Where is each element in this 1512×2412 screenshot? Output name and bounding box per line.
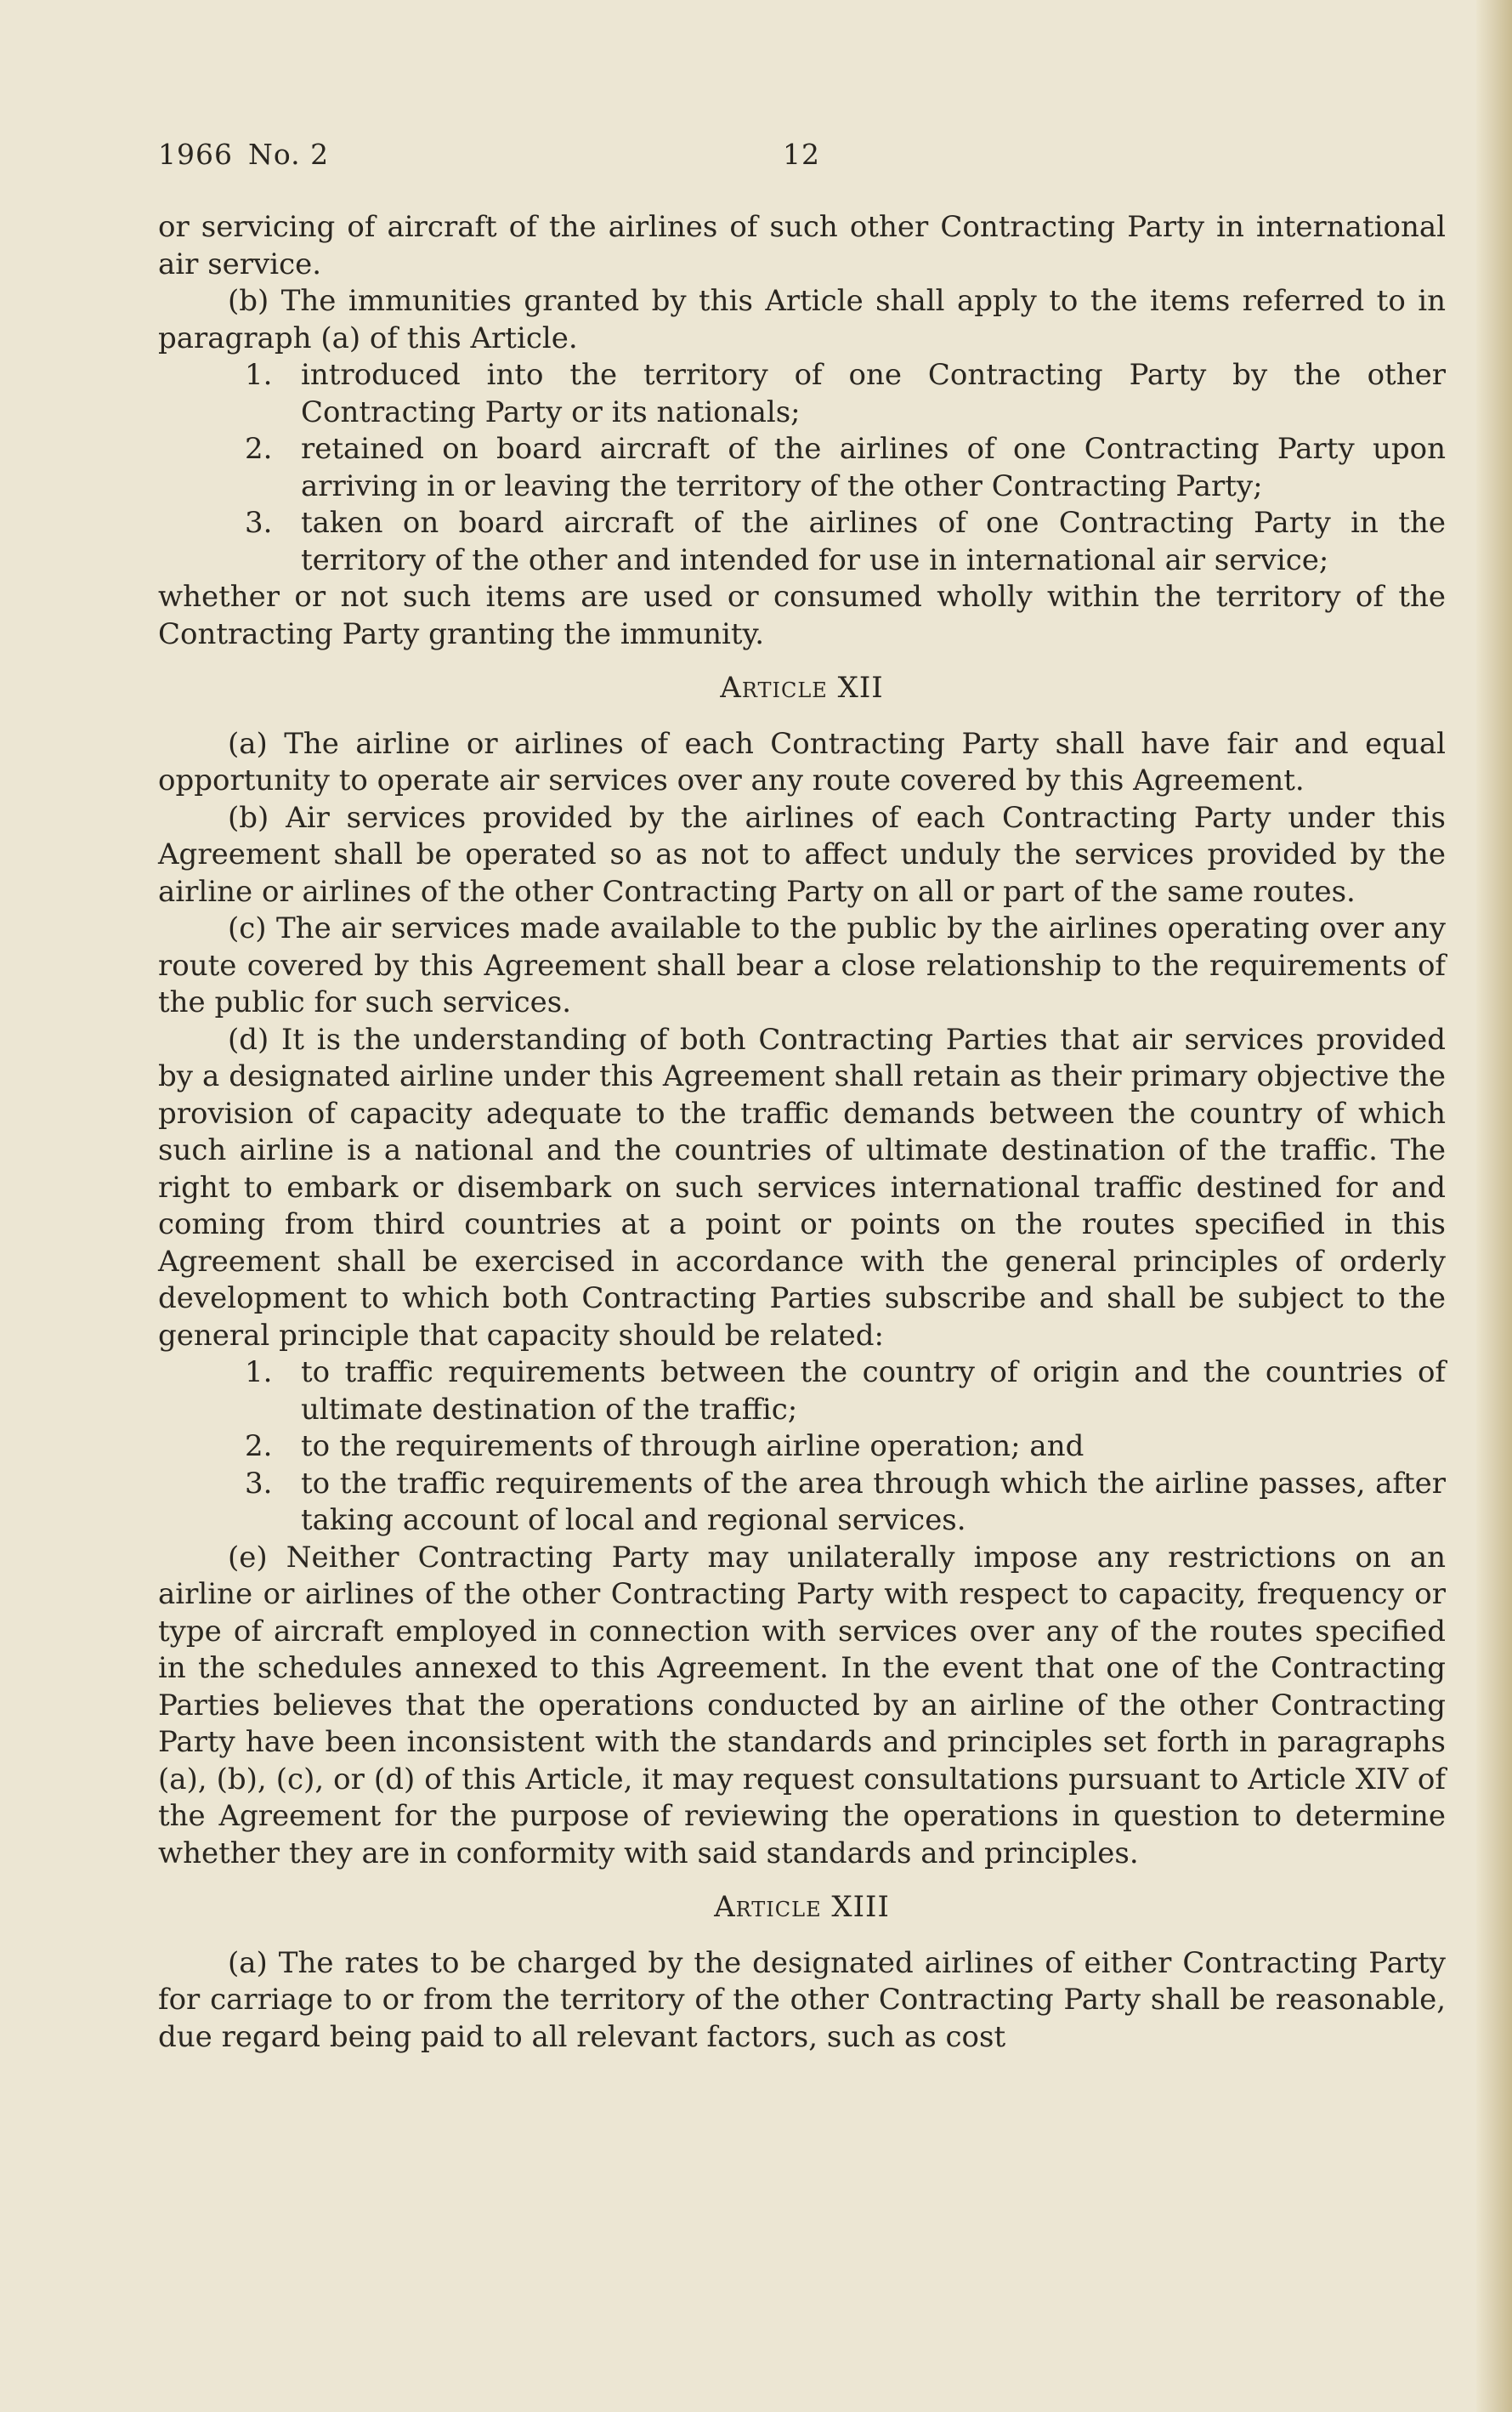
page-edge-shadow bbox=[1476, 0, 1512, 2412]
document-body bbox=[158, 209, 1446, 2056]
list-item bbox=[158, 1428, 1446, 1466]
paragraph-b-close: whether or not such items are used or consumed wholly within the territory of the Contracting Party granting the immunity. bbox=[158, 580, 1446, 651]
list-number: 1. bbox=[245, 1355, 273, 1389]
list-number: 2. bbox=[245, 432, 273, 466]
header-number: No. 2 bbox=[247, 138, 330, 171]
list-item bbox=[158, 1466, 1446, 1540]
paragraph-b-immunities: (b) The immunities granted by this Article shall apply to the items referred to in paragraph (a) of this Article. bbox=[158, 284, 1446, 355]
article-xii-paragraph-a: (a) The airline or airlines of each Contracting Party shall have fair and equal opportunity to operate air services over any route covered by this Agreement. bbox=[158, 726, 1446, 797]
list-item bbox=[158, 1354, 1446, 1428]
page-number: 12 bbox=[783, 138, 820, 171]
list-text: to traffic requirements between the country of origin and the countries of ultimate destination of the traffic; bbox=[301, 1355, 1446, 1427]
list-item bbox=[158, 505, 1446, 579]
list-text: taken on board aircraft of the airlines of one Contracting Party in the territory of the other and intended for use in international air service; bbox=[301, 506, 1446, 577]
list-text: introduced into the territory of one Contracting Party by the other Contracting Party or its nationals; bbox=[301, 358, 1446, 429]
article-xiii-paragraph-a: (a) The rates to be charged by the designated airlines of either Contracting Party for carriage to or from the territory of the other Contracting Party shall be reasonable, due regard being paid to all relevant factors, such as cost bbox=[158, 1945, 1446, 2054]
list-number: 2. bbox=[245, 1429, 273, 1463]
list-item bbox=[158, 357, 1446, 431]
header-year: 1966 bbox=[158, 138, 233, 171]
list-text: to the requirements of through airline operation; and bbox=[301, 1429, 1084, 1463]
list-text: retained on board aircraft of the airlines of one Contracting Party upon arriving in or leaving the territory of the other Contracting Party; bbox=[301, 432, 1446, 503]
list-item bbox=[158, 431, 1446, 505]
article-xii-paragraph-e: (e) Neither Contracting Party may unilaterally impose any restrictions on an airline or airlines of the other Contracting Party with respect to capacity, frequency or type of aircraft employed in connection with services over any of the routes specified in the schedules annexed to this Agreement. In the event that one of the Contracting Parties believes that the operations conducted by an airline of the other Contracting Party have been inconsistent with the standards and principles set forth in paragraphs (a), (b), (c), or (d) of this Article, it may request consultations pursuant to Article XIV of the Agreement for the purpose of reviewing the operations in question to determine whether they are in conformity with said standards and principles. bbox=[158, 1540, 1446, 1870]
intro-paragraph: or servicing of aircraft of the airlines of such other Contracting Party in international air service. bbox=[158, 210, 1446, 281]
article-xii-paragraph-c: (c) The air services made available to the public by the airlines operating over any route covered by this Agreement shall bear a close relationship to the requirements of the public for such services. bbox=[158, 911, 1446, 1019]
article-xii-paragraph-d: (d) It is the understanding of both Contracting Parties that air services provided by a designated airline under this Agreement shall retain as their primary objective the provision of capacity adequate to the traffic demands between the country of which such airline is a national and the countries of ultimate destination of the traffic. The right to embark or disembark on such services international traffic destined for and coming from third countries at a point or points on the routes specified in this Agreement shall be exercised in accordance with the general principles of orderly development to which both Contracting Parties subscribe and shall be subject to the general principle that capacity should be related: bbox=[158, 1022, 1446, 1353]
list-number: 3. bbox=[245, 1466, 273, 1501]
list-number: 1. bbox=[245, 358, 273, 392]
list-number: 3. bbox=[245, 506, 273, 540]
list-text: to the traffic requirements of the area through which the airline passes, after taking account of local and regional services. bbox=[301, 1466, 1446, 1537]
article-heading: Article XII bbox=[720, 671, 884, 705]
article-xii-paragraph-b: (b) Air services provided by the airlines of each Contracting Party under this Agreement shall be operated so as not to affect unduly the services provided by the airline or airlines of the other Contracting Party on all or part of the same routes. bbox=[158, 800, 1446, 909]
page-header bbox=[158, 138, 820, 171]
article-heading: Article XIII bbox=[714, 1890, 890, 1924]
